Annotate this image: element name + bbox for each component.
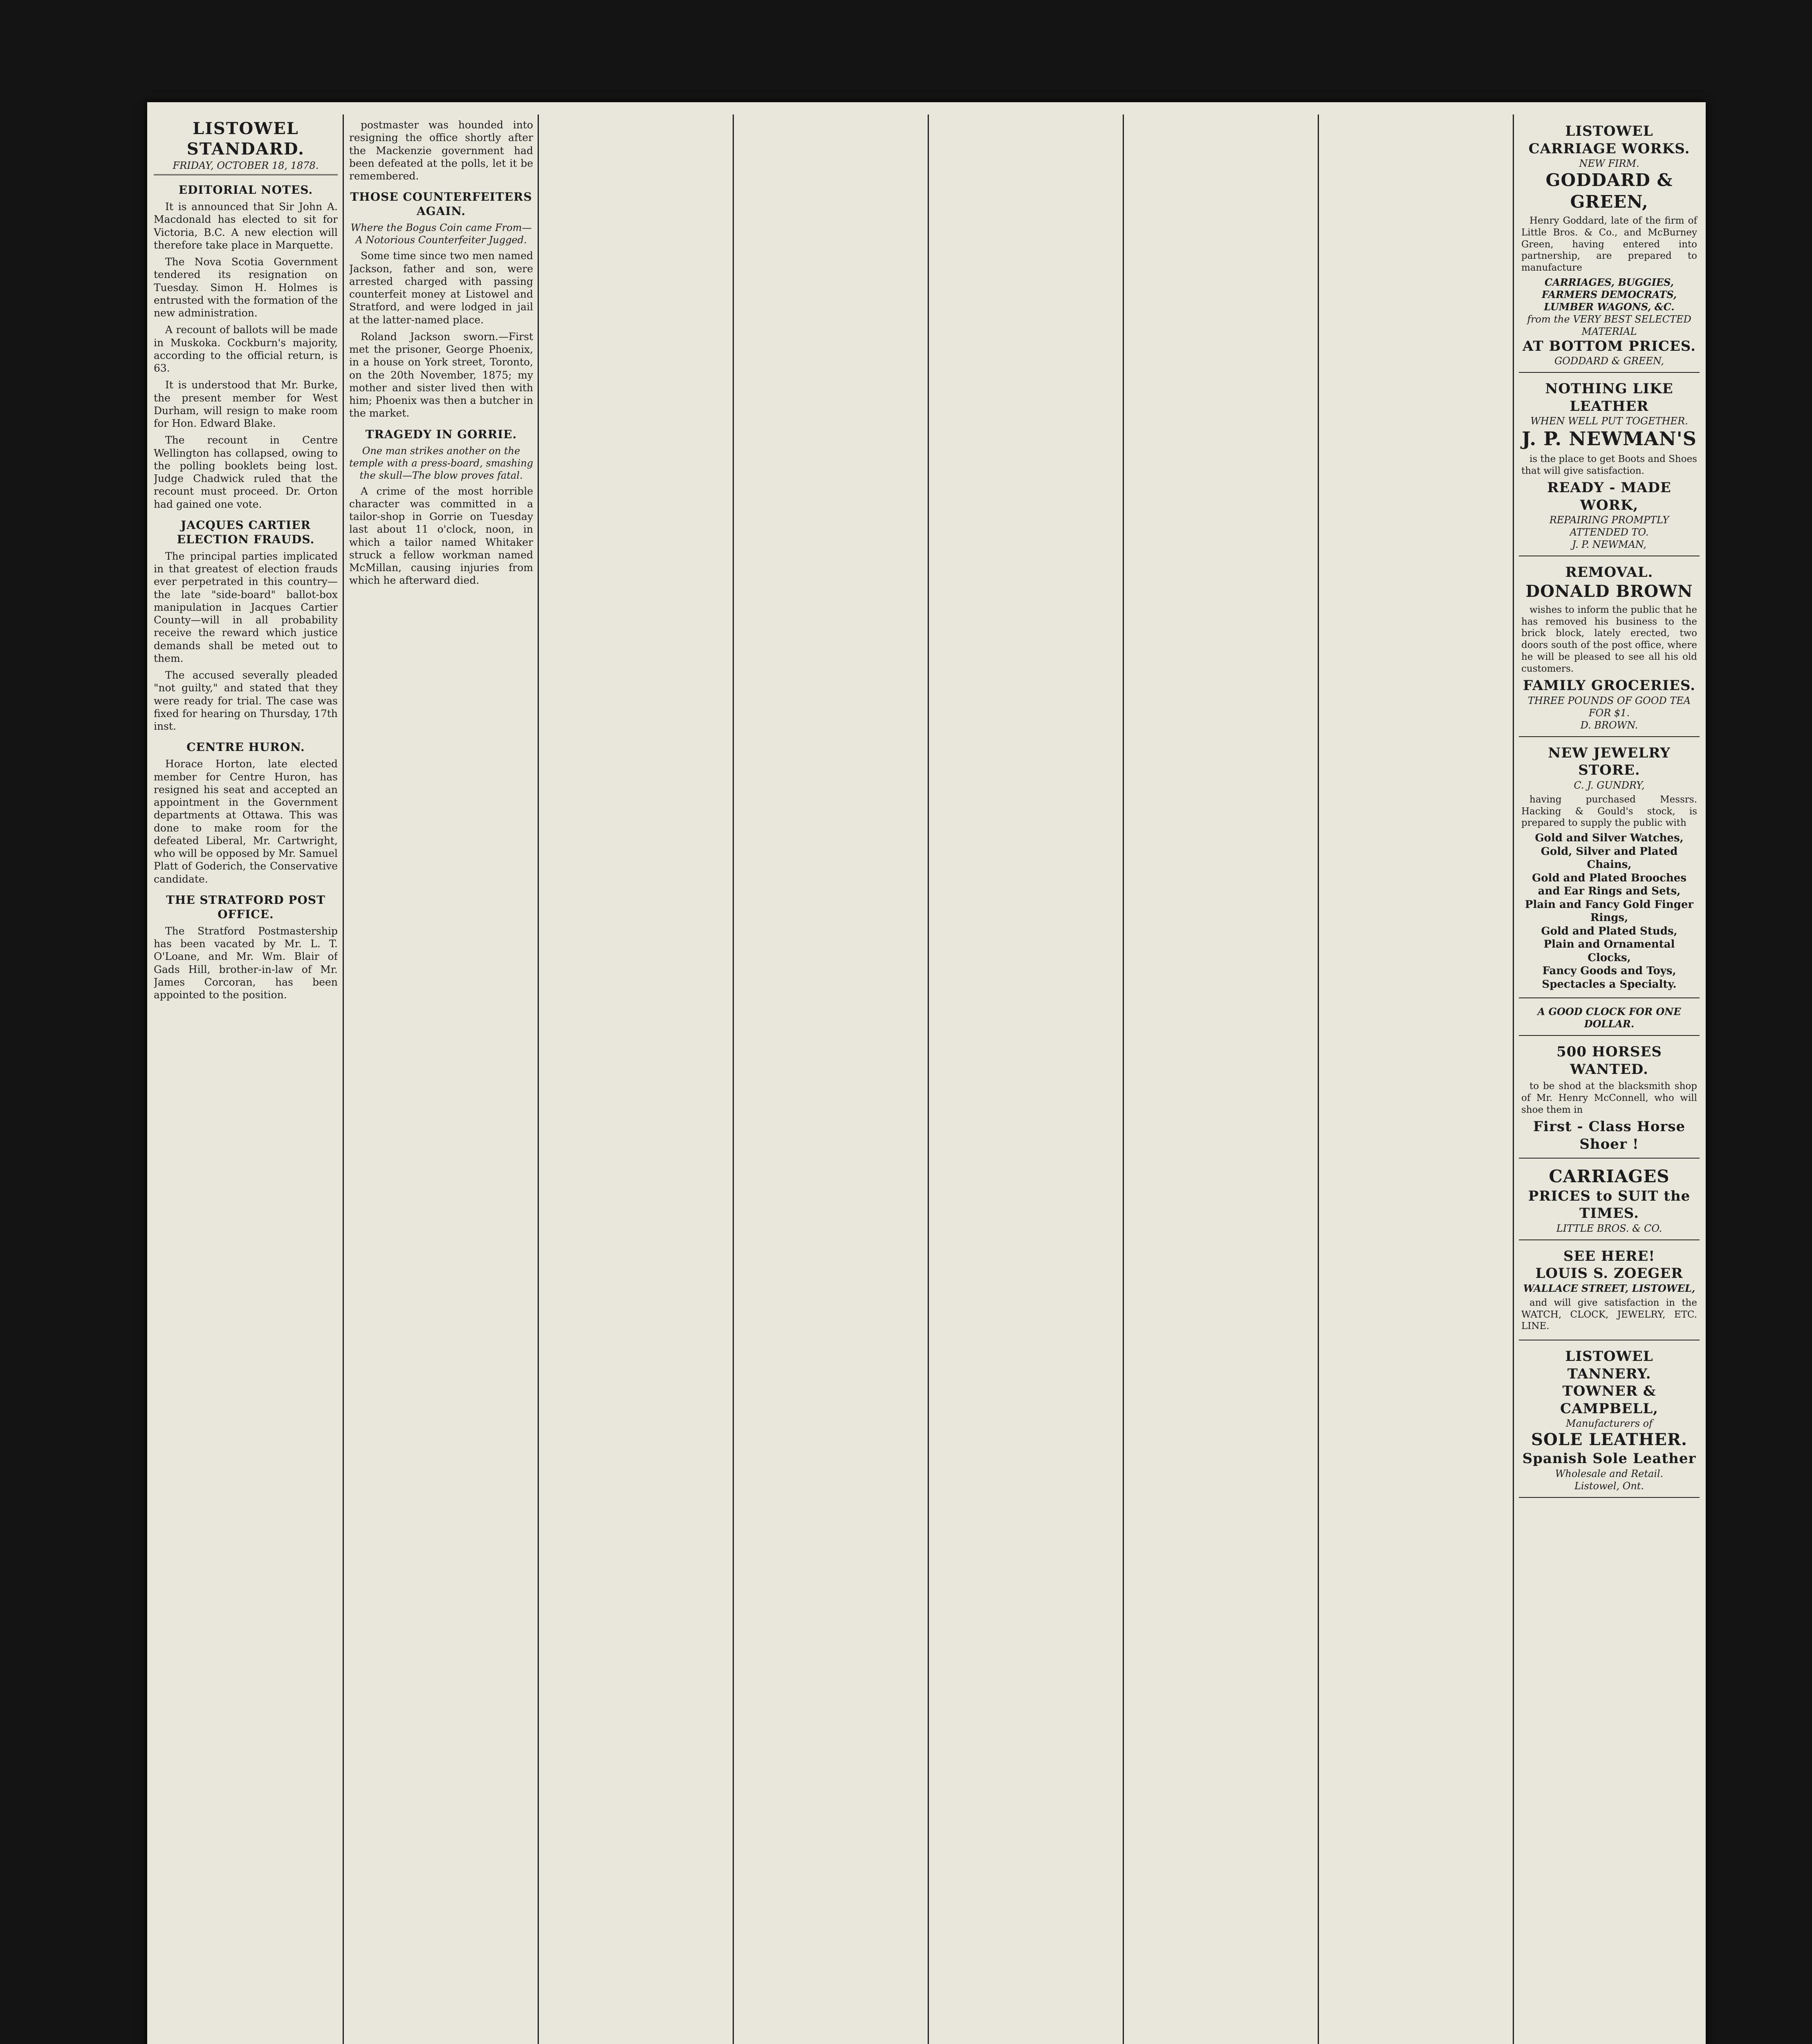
article-heading: THE STRATFORD POST OFFICE. [166, 893, 325, 921]
column-rule [1123, 114, 1124, 2044]
masthead-date: FRIDAY, OCTOBER 18, 1878. [173, 160, 319, 171]
editorial-note: The recount in Centre Wellington has collapsed, owing to the polling booklets being lost. Judge Chadwick ruled that the recount must proceed. Dr. Orton had gained one vote. [154, 434, 338, 510]
jewelry-store-ad: NEW JEWELRY STORE. C. J. GUNDRY, having purchased Messrs. Hacking & Gould's stock, is prepared to supply the public with Gold and Silver Watches, Gold, Silver and Plated Chains, Gold and Plated Brooches and Ear Rings and Sets, Plain and Fancy Gold Finger Rings, Gold and Plated Studs, Plain and Ornamental Clocks, Fancy Goods and Toys, Spectacles a Specialty. [1519, 740, 1700, 998]
article-heading: THOSE COUNTERFEITERS AGAIN. [350, 190, 532, 218]
carriages-ad: CARRIAGES PRICES to SUIT the TIMES. LITTLE BROS. & CO. [1519, 1162, 1700, 1240]
zoeger-jeweller-ad: SEE HERE! LOUIS S. ZOEGER WALLACE STREET, LISTOWEL, and will give satisfaction in the WATCH, CLOCK, JEWELRY, ETC. LINE. [1519, 1244, 1700, 1340]
editorial-heading: EDITORIAL NOTES. [178, 183, 313, 197]
column-1 [154, 119, 338, 2044]
newman-boots-ad: NOTHING LIKE LEATHER WHEN WELL PUT TOGETHER. J. P. NEWMAN'S is the place to get Boots and Shoes that will give satisfaction. READY - MADE WORK, REPAIRING PROMPTLY ATTENDED TO. J. P. NEWMAN, [1519, 376, 1700, 556]
editorial-note: It is understood that Mr. Burke, the present member for West Durham, will resign to make room for Hon. Edward Blake. [154, 379, 338, 429]
article-paragraph: Roland Jackson sworn.—First met the prisoner, George Phoenix, in a house on York street, Toronto, on the 20th November, 1875; my mother and sister lived then with him; Phoenix was then a butcher in the market. [349, 330, 533, 419]
article-heading: TRAGEDY IN GORRIE. [365, 427, 517, 441]
jewelry-list: Gold and Silver Watches, Gold, Silver and Plated Chains, Gold and Plated Brooches and Ear Rings and Sets, Plain and Fancy Gold Finger Rings, Gold and Plated Studs, Plain and Ornamental Clocks, Fancy Goods and Toys, Spectacles a Specialty. [1525, 832, 1694, 991]
column-8 [1519, 119, 1700, 2044]
column-rule [1513, 114, 1514, 2044]
editorial-note: It is announced that Sir John A. Macdonald has elected to sit for Victoria, B.C. A new election will therefore take place in Marquette. [154, 201, 338, 251]
column-rule [538, 114, 539, 2044]
masthead [154, 119, 338, 175]
article-paragraph: The principal parties implicated in that greatest of election frauds ever perpetrated in this country—the late "side-board" ballot-box manipulation in Jacques Cartier County—will in all probability receive the reward which justice demands shall be meted out to them. [154, 550, 338, 664]
masthead-title: LISTOWEL STANDARD. [186, 119, 305, 159]
article-heading: JACQUES CARTIER ELECTION FRAUDS. [177, 518, 315, 546]
article-paragraph: A crime of the most horrible character was committed in a tailor-shop in Gorrie on Tuesday last about 11 o'clock, noon, in which a tailor named Whitaker struck a fellow workman named McMillan, causing injuries from which he afterward died. [349, 485, 533, 587]
editorial-note: The Nova Scotia Government tendered its resignation on Tuesday. Simon H. Holmes is entrusted with the formation of the new administration. [154, 256, 338, 319]
article-paragraph: The accused severally pleaded "not guilty," and stated that they were ready for trial. The case was fixed for hearing on Thursday, 17th inst. [154, 669, 338, 732]
article-paragraph: postmaster was hounded into resigning the office shortly after the Mackenzie government had been defeated at the polls, let it be remembered. [349, 119, 533, 182]
column-2 [349, 119, 533, 2044]
carriage-works-ad: LISTOWEL CARRIAGE WORKS. NEW FIRM. GODDARD & GREEN, Henry Goddard, late of the firm of Little Bros. & Co., and McBurney Green, having entered into partnership, are prepared to manufacture CARRIAGES, BUGGIES, FARMERS DEMOCRATS, LUMBER WAGONS, &C. from the VERY BEST SELECTED MATERIAL AT BOTTOM PRICES. GODDARD & GREEN, [1519, 119, 1700, 373]
article-subheading: Where the Bogus Coin came From—A Notorious Counterfeiter Jugged. [350, 222, 532, 246]
column-rule [343, 114, 344, 2044]
article-paragraph: Some time since two men named Jackson, father and son, were arrested charged with passing counterfeit money at Listowel and Stratford, and were lodged in jail at the latter-named place. [349, 250, 533, 326]
newspaper-page [147, 102, 1706, 2044]
article-heading: CENTRE HURON. [186, 740, 305, 754]
article-subheading: One man strikes another on the temple with a press-board, smashing the skull—The blow proves fatal. [349, 445, 533, 481]
article-paragraph: The Stratford Postmastership has been vacated by Mr. L. T. O'Loane, and Mr. Wm. Blair of Gads Hill, brother-in-law of Mr. James Corcoran, has been appointed to the position. [154, 925, 338, 1001]
column-rule [928, 114, 929, 2044]
column-rule [733, 114, 734, 2044]
removal-ad: REMOVAL. DONALD BROWN wishes to inform the public that he has removed his business to the brick block, lately erected, two doors south of the post office, where he will be pleased to see all his old customers. FAMILY GROCERIES. THREE POUNDS OF GOOD TEA FOR $1. D. BROWN. [1519, 560, 1700, 737]
editorial-note: A recount of ballots will be made in Muskoka. Cockburn's majority, according to the official return, is 63. [154, 324, 338, 374]
horses-wanted-ad: 500 HORSES WANTED. to be shod at the blacksmith shop of Mr. Henry McConnell, who will shoe them in First - Class Horse Shoer ! [1519, 1039, 1700, 1159]
clock-ad: A GOOD CLOCK FOR ONE DOLLAR. [1519, 1002, 1700, 1036]
article-paragraph: Horace Horton, late elected member for Centre Huron, has resigned his seat and accepted an appointment in the Government departments at Ottawa. This was done to make room for the defeated Liberal, Mr. Cartwright, who will be opposed by Mr. Samuel Platt of Goderich, the Conservative candidate. [154, 758, 338, 885]
column-rule [1318, 114, 1319, 2044]
tannery-ad: LISTOWEL TANNERY. TOWNER & CAMPBELL, Manufacturers of SOLE LEATHER. Spanish Sole Leather Wholesale and Retail. Listowel, Ont. [1519, 1344, 1700, 1498]
